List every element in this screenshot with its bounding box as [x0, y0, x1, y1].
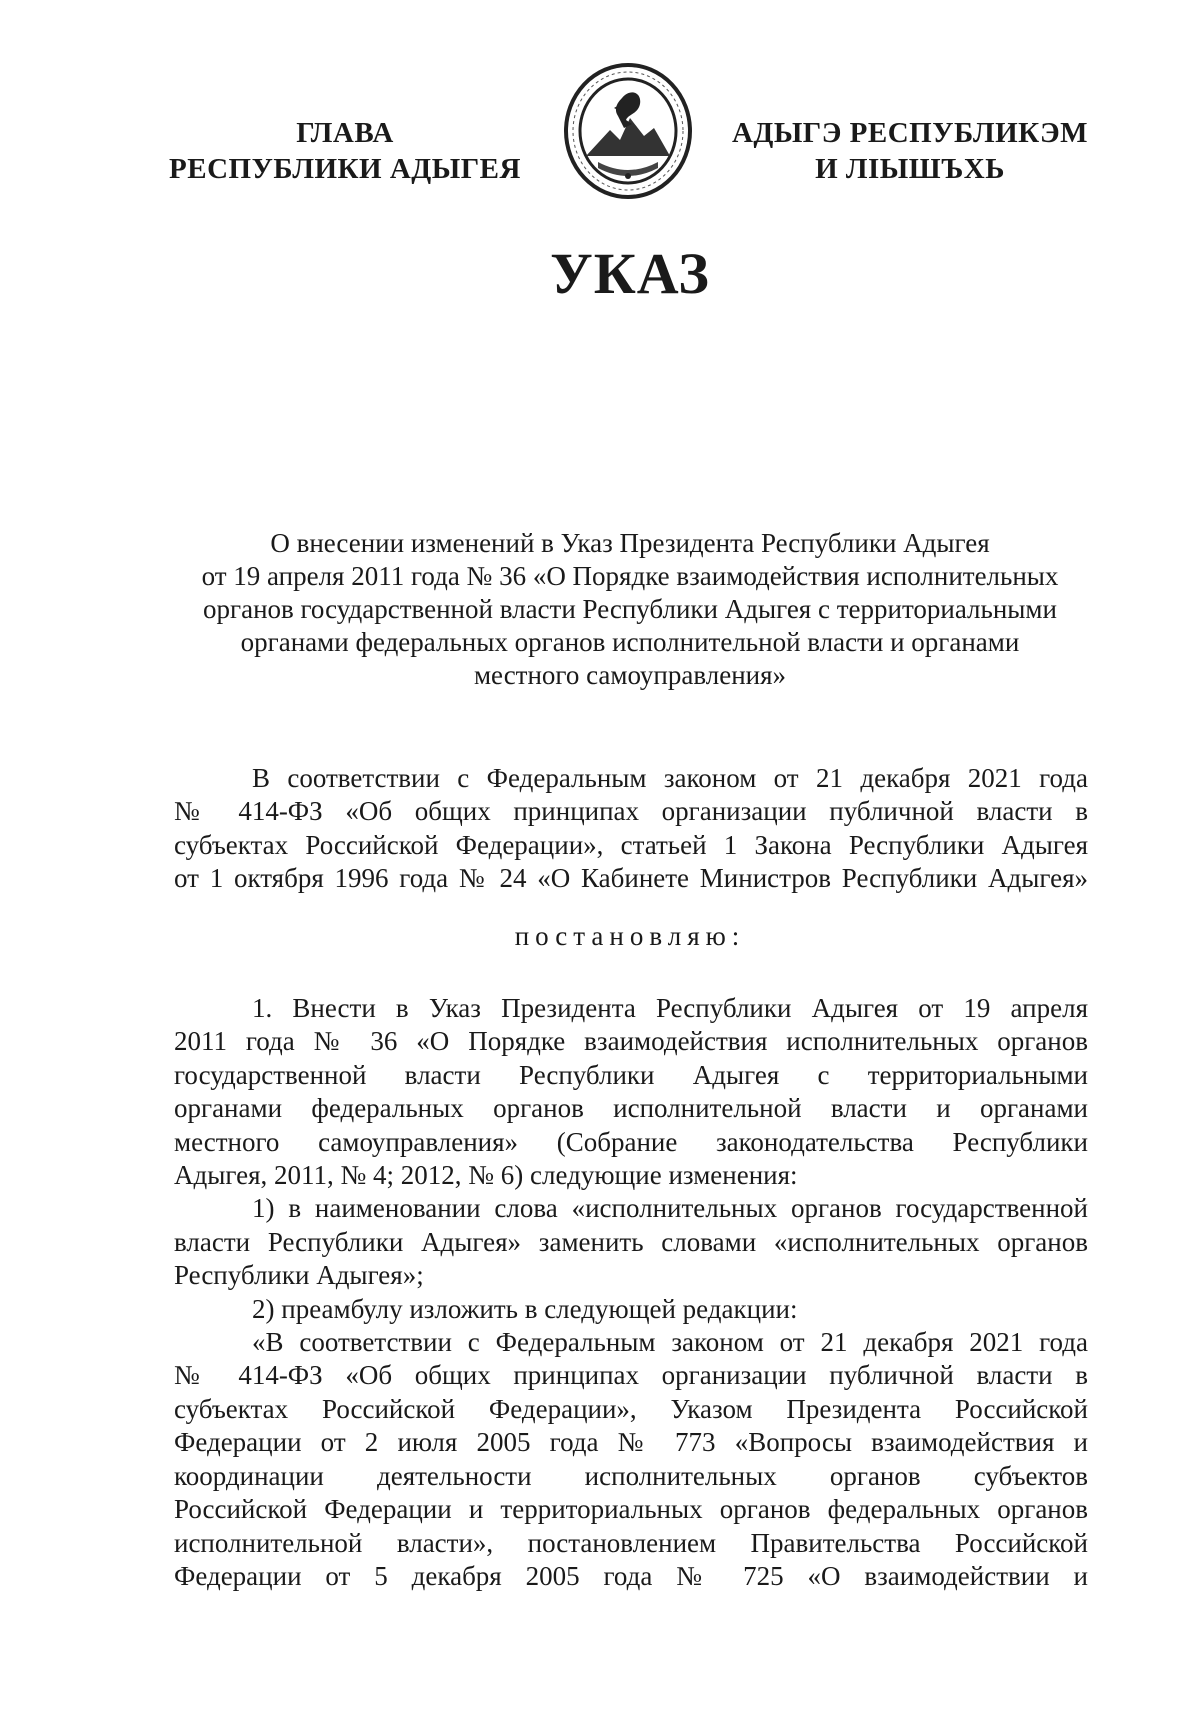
item-line: Федерации от 5 декабря 2005 года № 725 «О взаимодействии и: [174, 1560, 1088, 1591]
item-line: «В соответствии с Федеральным законом от 21 декабря 2021 года: [252, 1327, 1088, 1358]
items-section: [174, 992, 1088, 1593]
item-line: органами федеральных органов исполнительной власти и органами: [174, 1093, 1088, 1124]
item-line: 1) в наименовании слова «исполнительных органов государственной: [252, 1193, 1088, 1224]
subject-line: органов государственной власти Республики Адыгея с территориальными: [203, 594, 1057, 624]
subject-line: О внесении изменений в Указ Президента Республики Адыгея: [270, 528, 990, 558]
item-line: Российской Федерации и территориальных органов федеральных органов: [174, 1494, 1088, 1525]
subject-line: от 19 апреля 2011 года № 36 «О Порядке взаимодействия исполнительных: [201, 561, 1059, 591]
preamble-line: № 414-ФЗ «Об общих принципах организации публичной власти в: [174, 796, 1088, 827]
subject-line: местного самоуправления»: [473, 660, 787, 690]
subject-line: органами федеральных органов исполнительной власти и органами: [240, 627, 1020, 657]
item-line: № 414-ФЗ «Об общих принципах организации публичной власти в: [174, 1360, 1088, 1391]
item-line: Федерации от 2 июля 2005 года № 773 «Вопросы взаимодействия и: [174, 1427, 1088, 1458]
preamble-line: субъектах Российской Федерации», статьей 1 Закона Республики Адыгея: [174, 829, 1088, 860]
document-type-title: УКАЗ: [550, 241, 710, 306]
header-left: [150, 115, 540, 187]
document-subject: [150, 527, 1110, 692]
item-line: 1. Внести в Указ Президента Республики Адыгея от 19 апреля: [252, 993, 1088, 1023]
item-line: субъектах Российской Федерации», Указом Президента Российской: [174, 1393, 1088, 1424]
preamble-paragraph: [174, 762, 1088, 896]
header-right: [720, 115, 1100, 187]
item-line: 2) преамбулу изложить в следующей редакции:: [252, 1293, 798, 1324]
item-line: власти Республики Адыгея» заменить словами «исполнительных органов: [174, 1226, 1088, 1257]
resolve-word: постановляю:: [514, 921, 746, 951]
item-line: 2011 года № 36 «О Порядке взаимодействия исполнительных органов: [174, 1026, 1088, 1057]
item-line: местного самоуправления» (Собрание законодательства Республики: [174, 1126, 1088, 1157]
header-right-line1: АДЫГЭ РЕСПУБЛИКЭМ: [731, 117, 1089, 149]
preamble-line: В соответствии с Федеральным законом от 21 декабря 2021 года: [252, 763, 1088, 793]
item-line: государственной власти Республики Адыгея с территориальными: [174, 1059, 1088, 1090]
item-line: Адыгея, 2011, № 4; 2012, № 6) следующие изменения:: [174, 1160, 798, 1191]
header-right-line2: И ЛІЫШЪХЬ: [815, 153, 1005, 185]
header-left-line2: РЕСПУБЛИКИ АДЫГЕЯ: [169, 153, 521, 185]
item-line: исполнительной власти», постановлением Правительства Российской: [174, 1527, 1088, 1558]
preamble-line: от 1 октября 1996 года № 24 «О Кабинете Министров Республики Адыгея»: [174, 863, 1088, 894]
header-left-line1: ГЛАВА: [296, 117, 394, 149]
item-line: координации деятельности исполнительных органов субъектов: [174, 1460, 1088, 1491]
coat-of-arms-icon: [558, 58, 698, 204]
item-line: Республики Адыгея»;: [174, 1260, 424, 1291]
